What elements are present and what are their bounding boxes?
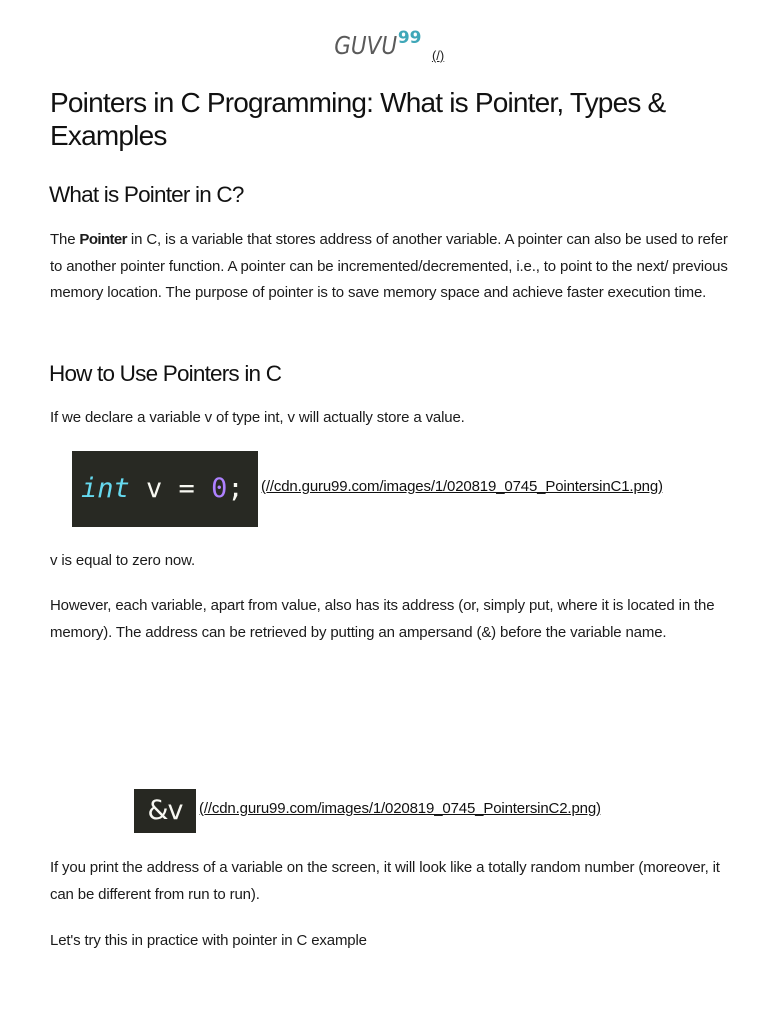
code-image-int-v — [72, 451, 258, 527]
logo-text: GUVU — [333, 31, 397, 60]
try-in-practice-paragraph: Let's try this in practice with pointer in C example — [50, 932, 367, 949]
zero-value-paragraph: v is equal to zero now. — [50, 552, 195, 569]
address-explanation-paragraph: However, each variable, apart from value, also has its address (or, simply put, where it is located in the memory). The address can be retrieved by putting an ampersand (&) before the variable name. — [50, 597, 715, 641]
guru99-logo[interactable] — [334, 31, 397, 60]
section-heading-what-is-pointer: What is Pointer in C? — [49, 182, 244, 207]
para-prefix: The — [50, 231, 80, 248]
image-link-pointersinc2[interactable]: (//cdn.guru99.com/images/1/020819_0745_PointersinC2.png) — [199, 800, 601, 817]
pointer-definition-paragraph — [50, 227, 740, 307]
code-value: 0 — [211, 473, 228, 504]
code-snippet-int-v — [72, 451, 258, 527]
print-address-paragraph: If you print the address of a variable on the screen, it will look like a totally random number (moreover, it can be different from run to run). — [50, 859, 720, 903]
code-assign: v = — [129, 473, 212, 504]
para-body: in C, is a variable that stores address of another variable. A pointer can also be used to refer to another pointer function. A pointer can be incremented/decremented, i.e., to point to the next/ previous memory location. The purpose of pointer is to save memory space and achieve faster execution time. — [50, 231, 728, 301]
logo-number: 99 — [397, 28, 422, 48]
page-title: Pointers in C Programming: What is Pointer, Types & Examples — [50, 87, 666, 151]
pointer-keyword: Pointer — [79, 231, 127, 248]
image-link-pointersinc1[interactable]: (//cdn.guru99.com/images/1/020819_0745_PointersinC1.png) — [261, 478, 663, 495]
declare-variable-paragraph: If we declare a variable v of type int, v will actually store a value. — [50, 409, 465, 426]
section-heading-how-to-use: How to Use Pointers in C — [49, 361, 282, 386]
site-header — [0, 28, 768, 63]
home-link[interactable]: (/) — [431, 48, 445, 63]
code-snippet-address-of-v: &v — [134, 789, 196, 833]
code-semicolon: ; — [227, 473, 244, 504]
code-type-keyword: int — [81, 473, 130, 504]
